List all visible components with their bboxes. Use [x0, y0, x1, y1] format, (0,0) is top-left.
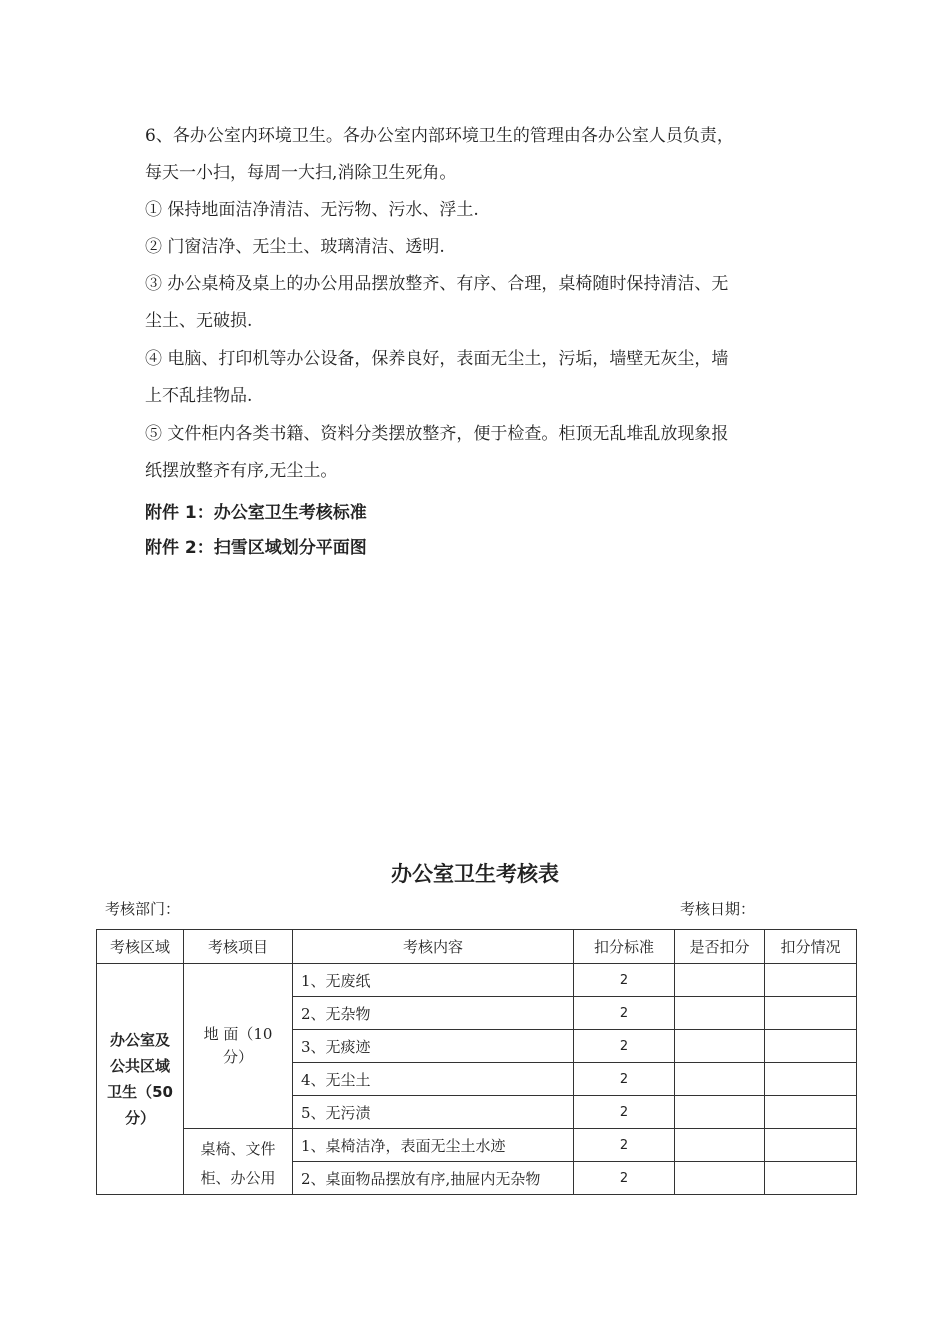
score-cell: 2	[574, 1030, 675, 1063]
deduction-detail-cell[interactable]	[765, 1030, 857, 1063]
paragraph-line: ② 门窗洁净、无尘土、玻璃清洁、透明.	[145, 237, 445, 257]
paragraph-line: ④ 电脑、打印机等办公设备，保养良好，表面无尘土，污垢，墙壁无灰尘，墙	[145, 349, 729, 369]
deduction-detail-cell[interactable]	[765, 964, 857, 997]
content-cell: 3、无痰迹	[293, 1030, 574, 1063]
paragraph-item-2	[145, 229, 805, 266]
item-line: 柜、办公用	[200, 1169, 276, 1187]
score-cell: 2	[574, 1063, 675, 1096]
item-line: 桌椅、文件	[200, 1140, 276, 1158]
paragraph-line: 尘土、无破损.	[145, 311, 253, 331]
table-row	[97, 964, 857, 997]
area-cell	[97, 964, 184, 1195]
score-cell: 2	[574, 1162, 675, 1195]
content-cell: 2、桌面物品摆放有序,抽屉内无杂物	[293, 1162, 574, 1195]
item-line: 分）	[222, 1048, 253, 1066]
area-line: 办公室及	[109, 1031, 170, 1049]
paragraph-line: ① 保持地面洁净清洁、无污物、污水、浮土.	[145, 200, 479, 220]
table-title: 办公室卫生考核表	[391, 862, 559, 886]
header-content: 考核内容	[293, 930, 574, 964]
paragraph-line: 6、各办公室内环境卫生。各办公室内部环境卫生的管理由各办公室人员负责，	[145, 126, 734, 146]
header-deduction-detail: 扣分情况	[765, 930, 857, 964]
date-label: 考核日期：	[680, 900, 756, 918]
assessment-table	[96, 929, 857, 1195]
header-deducted: 是否扣分	[675, 930, 765, 964]
area-line: 分）	[124, 1109, 155, 1127]
paragraph-line: 纸摆放整齐有序,无尘土。	[145, 461, 338, 481]
deduction-detail-cell[interactable]	[765, 1096, 857, 1129]
content-cell: 5、无污渍	[293, 1096, 574, 1129]
deducted-cell[interactable]	[675, 1162, 765, 1195]
area-line: 公共区域	[109, 1057, 170, 1075]
deduction-detail-cell[interactable]	[765, 1162, 857, 1195]
paragraph-item-5	[145, 416, 805, 490]
paragraph-line: ③ 办公桌椅及桌上的办公用品摆放整齐、有序、合理，桌椅随时保持清洁、无	[145, 274, 729, 294]
deducted-cell[interactable]	[675, 1129, 765, 1162]
item-cell-furniture	[184, 1129, 293, 1195]
deduction-detail-cell[interactable]	[765, 1129, 857, 1162]
paragraph-item-4	[145, 341, 805, 415]
score-cell: 2	[574, 1129, 675, 1162]
content-cell: 1、无废纸	[293, 964, 574, 997]
paragraph-line: 上不乱挂物品.	[145, 386, 253, 406]
table-header-row	[97, 930, 857, 964]
attachment-2: 附件 2：扫雪区域划分平面图	[145, 538, 367, 558]
deducted-cell[interactable]	[675, 964, 765, 997]
paragraph-item-3	[145, 266, 805, 340]
header-area: 考核区域	[97, 930, 184, 964]
header-item: 考核项目	[184, 930, 293, 964]
paragraph-item-1	[145, 192, 805, 229]
deducted-cell[interactable]	[675, 1030, 765, 1063]
deducted-cell[interactable]	[675, 997, 765, 1030]
score-cell: 2	[574, 1096, 675, 1129]
deducted-cell[interactable]	[675, 1096, 765, 1129]
deduction-detail-cell[interactable]	[765, 997, 857, 1030]
content-cell: 2、无杂物	[293, 997, 574, 1030]
attachment-1: 附件 1：办公室卫生考核标准	[145, 503, 367, 523]
area-line: 卫生（50	[107, 1083, 173, 1101]
header-standard: 扣分标准	[574, 930, 675, 964]
content-cell: 1、桌椅洁净，表面无尘土水迹	[293, 1129, 574, 1162]
score-cell: 2	[574, 997, 675, 1030]
paragraph-office-hygiene	[145, 118, 805, 192]
department-label: 考核部门：	[105, 900, 181, 918]
item-line: 地 面（10	[203, 1025, 273, 1043]
deduction-detail-cell[interactable]	[765, 1063, 857, 1096]
paragraph-line: 每天一小扫，每周一大扫,消除卫生死角。	[145, 163, 457, 183]
paragraph-line: ⑤ 文件柜内各类书籍、资料分类摆放整齐，便于检查。柜顶无乱堆乱放现象报	[145, 424, 729, 444]
deducted-cell[interactable]	[675, 1063, 765, 1096]
score-cell: 2	[574, 964, 675, 997]
item-cell-floor	[184, 964, 293, 1129]
content-cell: 4、无尘土	[293, 1063, 574, 1096]
table-row	[97, 1129, 857, 1162]
